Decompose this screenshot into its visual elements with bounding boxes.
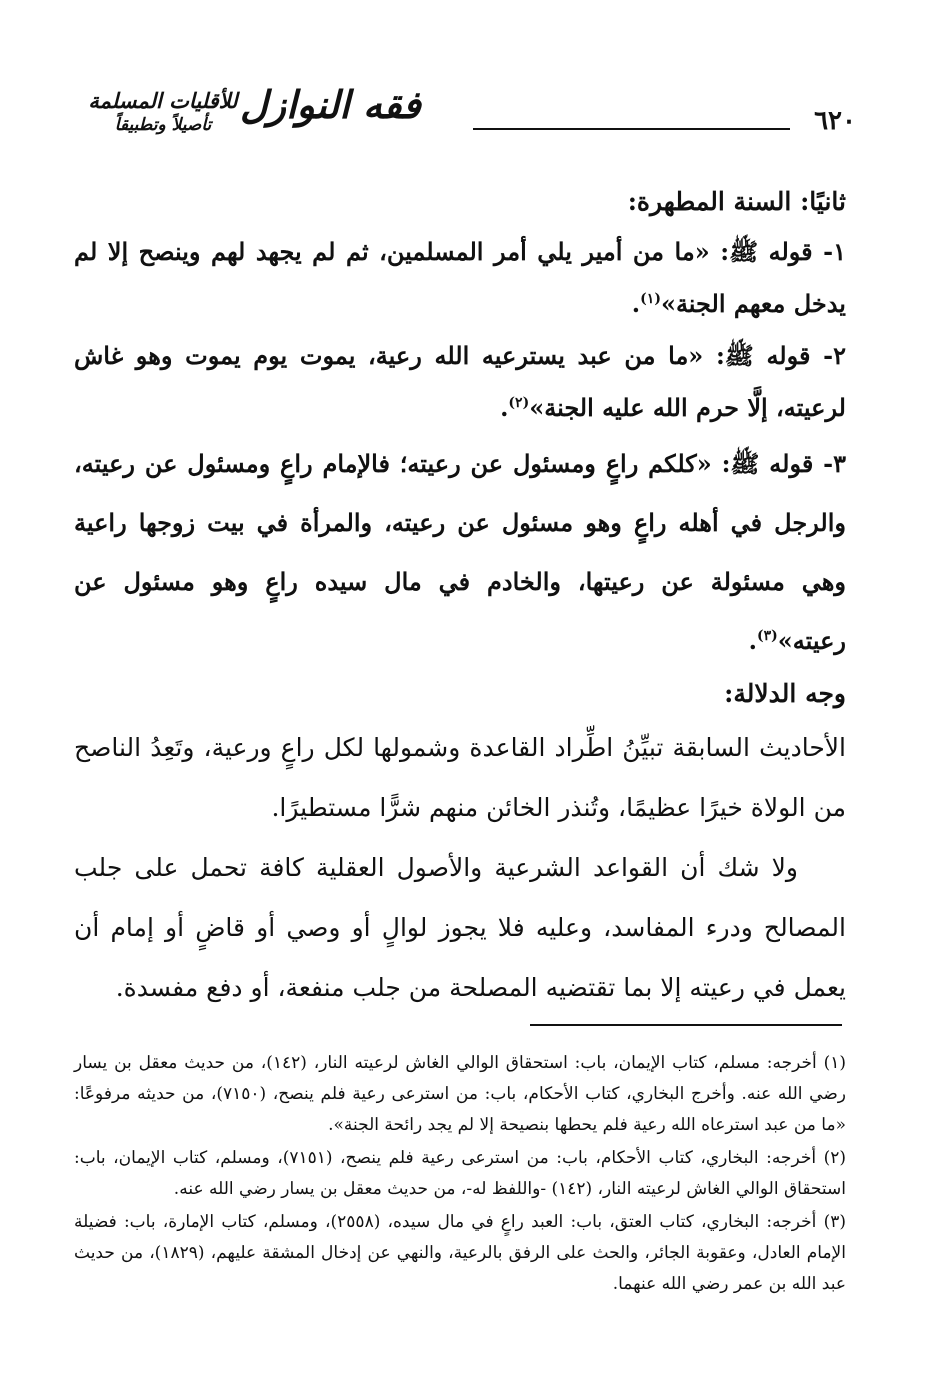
book-subtitle [88, 88, 238, 136]
paragraph: ولا شك أن القواعد الشرعية والأصول العقلية كافة تحمل على جلب المصالح ودرء المفاسد، وعليه فلا يجوز لوالٍ أو وصي أو قاضٍ أو إمام أن يعمل في رعيته إلا بما تقتضيه المصلحة من جلب منفعة، أو دفع مفسدة. [74, 853, 846, 1002]
footnote-ref: (١) [640, 291, 661, 307]
book-subtitle-line-1: للأقليات المسلمة [88, 88, 238, 113]
page-number: ٦٢٠ [814, 106, 856, 136]
sentence-end: . [631, 289, 641, 318]
sentence-end: . [748, 626, 757, 655]
main-text [74, 178, 846, 1018]
hadith-text: ٢- قوله ﷺ: «ما من عبد يسترعيه الله رعية، يموت يوم يموت وهو غاش لرعيته، إلَّا حرم الله عليه الجنة» [74, 341, 846, 422]
footnote-2: (٢) أخرجه: البخاري، كتاب الأحكام، باب: من استرعى رعية فلم ينصح، (٧١٥١)، ومسلم، كتاب الإيمان، باب: استحقاق الوالي الغاش لرعيته النار، (١٤٢) -واللفظ له-، من حديث معقل بن يسار رضي الله عنه. [74, 1148, 846, 1199]
evidence-heading: وجه الدلالة: [724, 679, 846, 708]
section-heading: ثانيًا: السنة المطهرة: [627, 187, 846, 216]
footnote-ref: (٣) [756, 628, 778, 644]
hadith-text: ١- قوله ﷺ: «ما من أمير يلي أمر المسلمين، ثم لم يجهد لهم وينصح إلا لم يدخل معهم الجنة» [74, 237, 846, 318]
page-header [88, 78, 856, 148]
footnote-1: (١) أخرجه: مسلم، كتاب الإيمان، باب: استحقاق الوالي الغاش لرعيته النار، (١٤٢)، من حديث معقل بن يسار رضي الله عنه. وأخرج البخاري، كتاب الأحكام، باب: من استرعى رعية فلم ينصح، (٧١٥٠)، من حديثه مرفوعًا: «ما من عبد استرعاه الله رعية فلم يحطها بنصيحة إلا لم يجد رائحة الجنة». [74, 1053, 847, 1135]
book-subtitle-line-2: تأصيلاً وتطبيقاً [114, 115, 212, 135]
paragraph: الأحاديث السابقة تبيِّنُ اطِّراد القاعدة وشمولها لكل راعٍ ورعية، وتَعِدُ الناصح من الولاة خيرًا عظيمًا، وتُنذر الخائن منهم شرًّا مستطيرًا. [74, 733, 846, 822]
footnotes [74, 1048, 846, 1302]
footnote-separator [530, 1024, 842, 1026]
hadith-item-2 [74, 330, 846, 434]
sentence-end: . [500, 393, 509, 422]
hadith-item-3 [74, 434, 846, 670]
footnote-ref: (٢) [508, 395, 530, 411]
header-rule [473, 128, 790, 130]
footnote-3: (٣) أخرجه: البخاري، كتاب العتق، باب: العبد راعٍ في مال سيده، (٢٥٥٨)، ومسلم، كتاب الإمارة، باب: فضيلة الإمام العادل، وعقوبة الجائر، والحث على الرفق بالرعية، والنهي عن إدخال المشقة عليهم، (١٨٢٩)، من حديث عبد الله بن عمر رضي الله عنهما. [74, 1212, 846, 1294]
hadith-text: ٣- قوله ﷺ: «كلكم راعٍ ومسئول عن رعيته؛ فالإمام راعٍ ومسئول عن رعيته، والرجل في أهله راعٍ وهو مسئول عن رعيته، والمرأة في بيت زوجها راعية وهي مسئولة عن رعيتها، والخادم في مال سيده راعٍ وهو مسئول عن رعيته» [74, 449, 846, 655]
book-title: فقه النوازل [240, 82, 421, 127]
hadith-item-1 [74, 226, 846, 330]
